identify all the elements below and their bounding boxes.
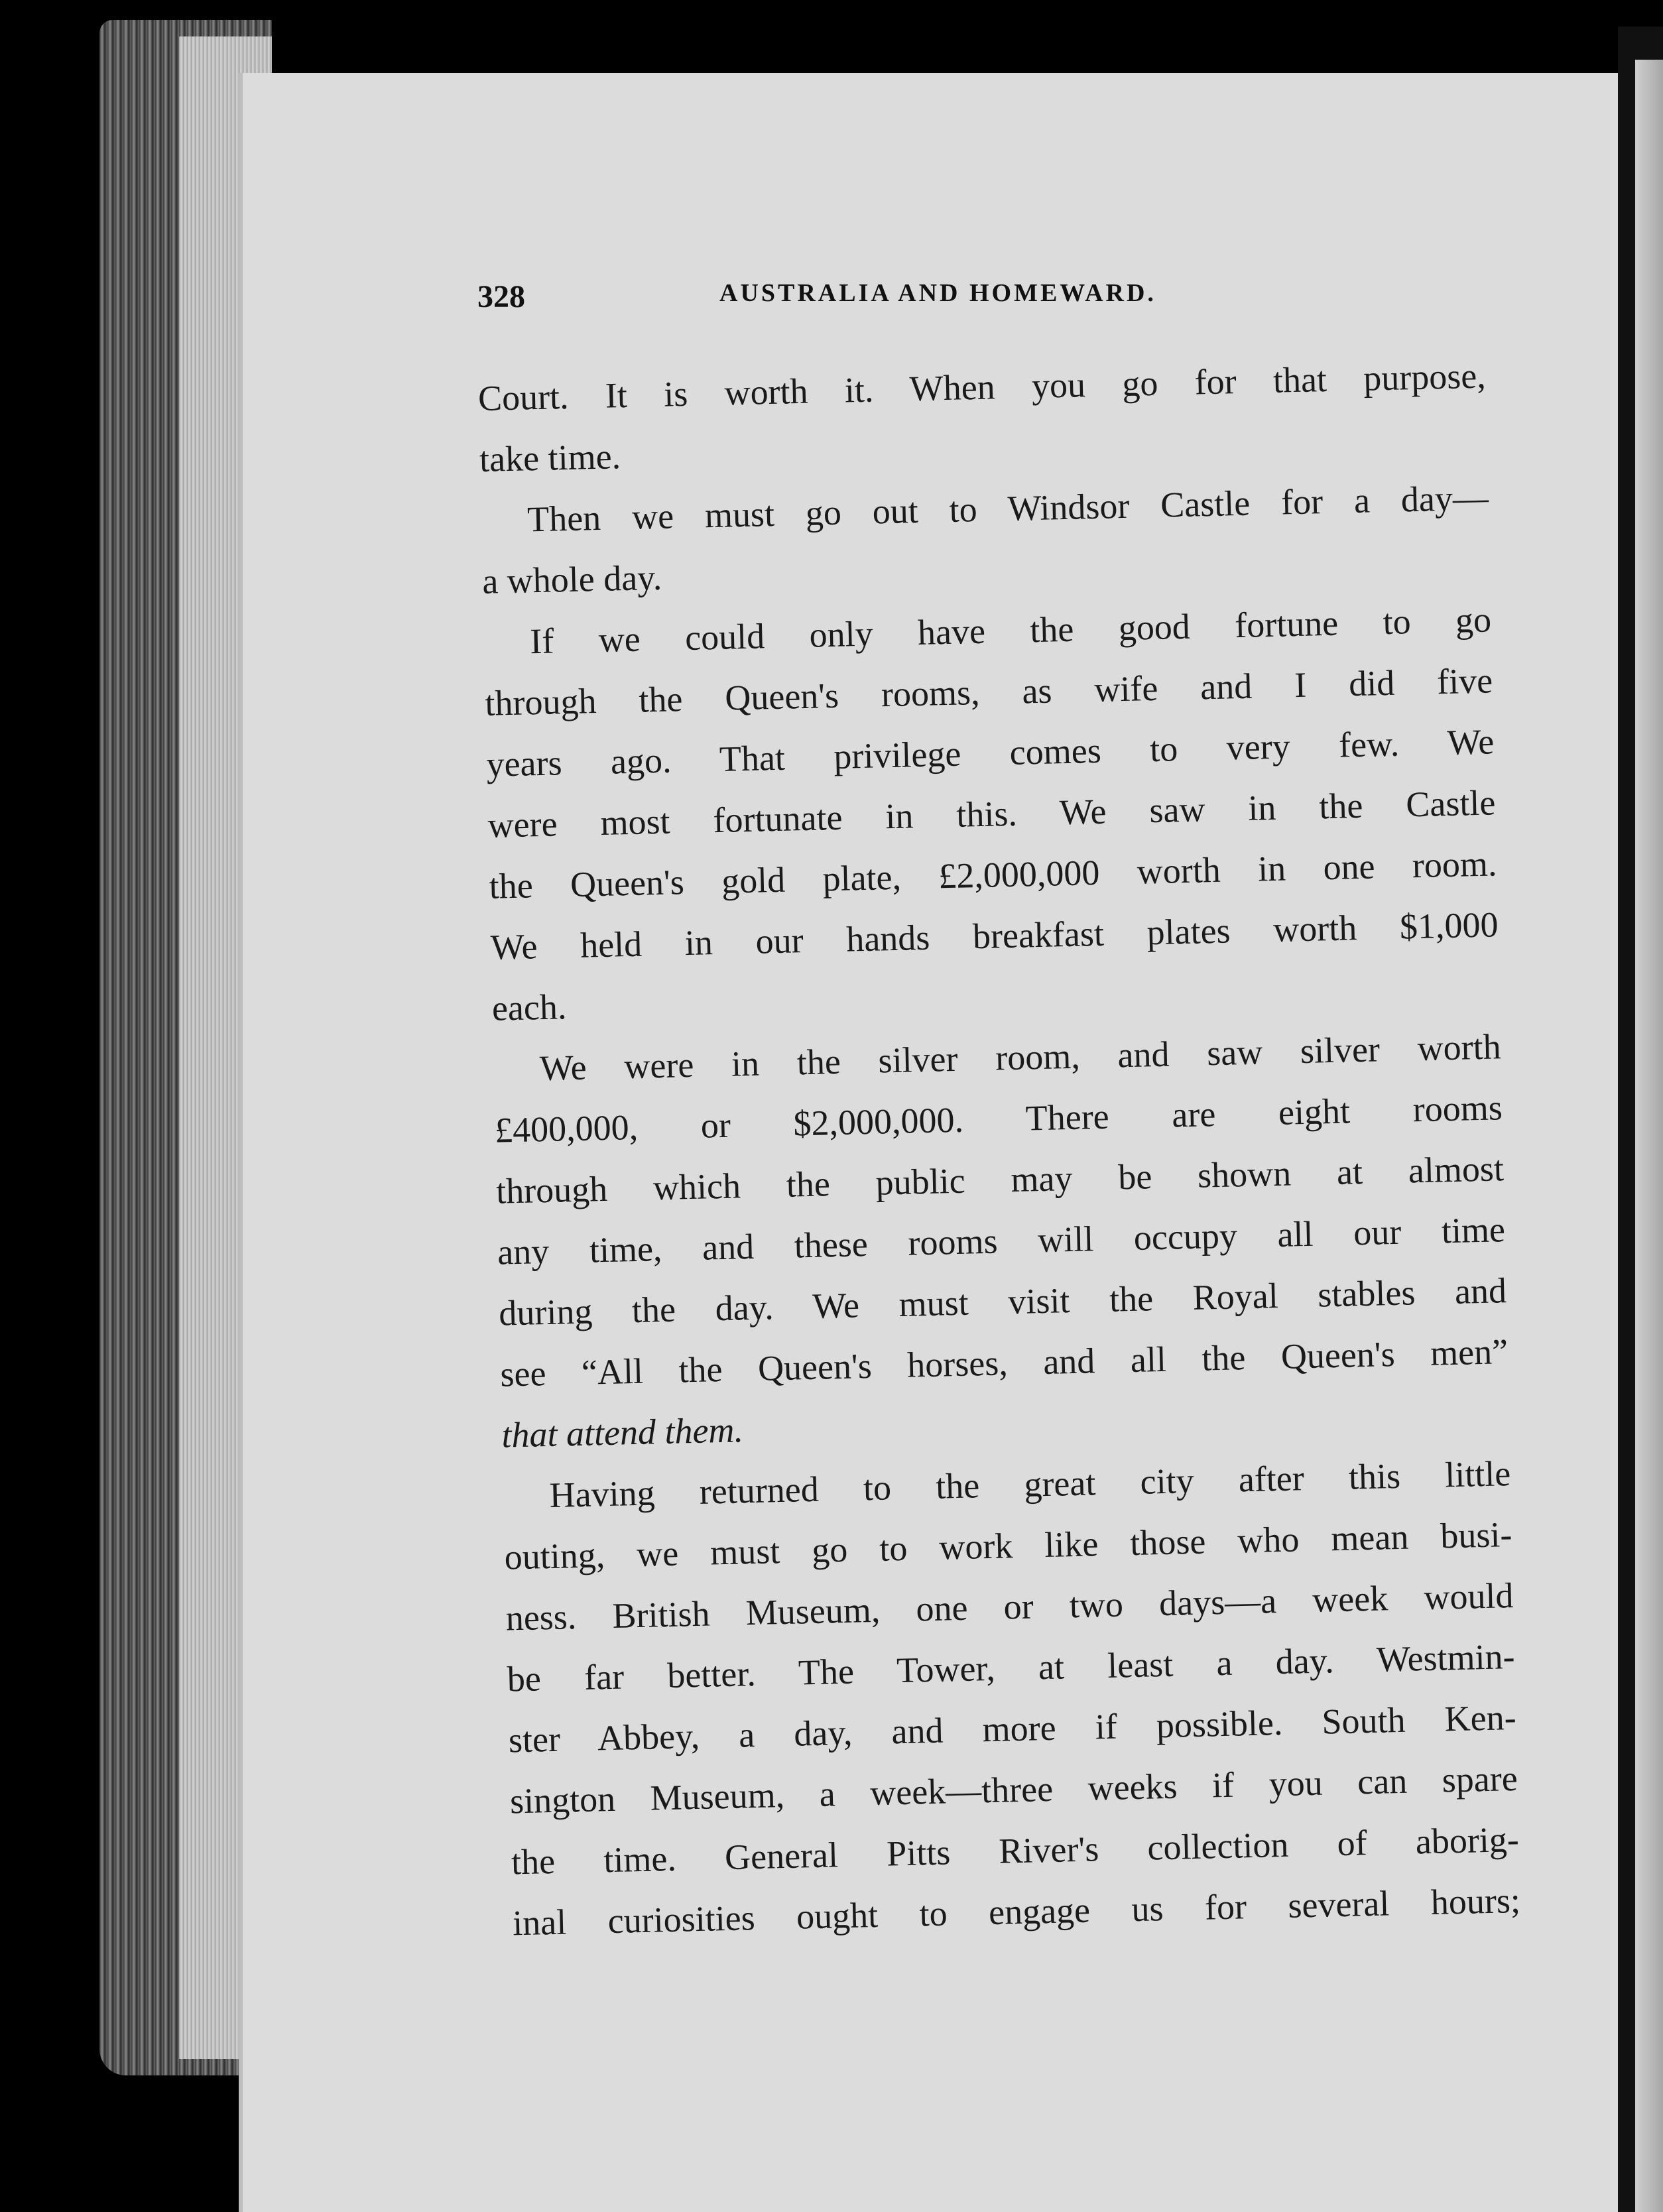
body-text xyxy=(477,345,1521,1954)
text-line: £400,000, or $2,000,000. There are eight rooms xyxy=(494,1087,1503,1150)
text-line: any time, and these rooms will occupy all our time xyxy=(497,1209,1506,1272)
text-line: the Queen's gold plate, £2,000,000 worth in one room. xyxy=(489,843,1498,906)
text-line: be far better. The Tower, at least a day. Westmin- xyxy=(507,1636,1516,1699)
text-line: outing, we must go to work like those who mean busi- xyxy=(504,1514,1512,1577)
text-line: a whole day. xyxy=(481,557,662,601)
text-line: We held in our hands breakfast plates worth $1,000 xyxy=(490,904,1499,967)
text-line: that attend them. xyxy=(501,1410,744,1455)
text-line: during the day. We must visit the Royal stables and xyxy=(498,1270,1507,1333)
text-line: the time. General Pitts River's collection of aborig- xyxy=(511,1819,1520,1882)
text-line: If we could only have the good fortune to go xyxy=(529,599,1492,662)
text-line: inal curiosities ought to engage us for several hours; xyxy=(512,1880,1521,1943)
text-line: through the Queen's rooms, as wife and I did five xyxy=(484,660,1493,723)
text-line: take time. xyxy=(479,436,621,479)
text-line: were most fortunate in this. We saw in the Castle xyxy=(487,782,1496,845)
text-line: through which the public may be shown at almost xyxy=(495,1148,1505,1211)
text-line: Having returned to the great city after this little xyxy=(548,1453,1511,1515)
text-line: Court. It is worth it. When you go for that purpose, xyxy=(477,355,1487,418)
text-line: ness. British Museum, one or two days—a week would xyxy=(505,1575,1514,1638)
text-line: sington Museum, a week—three weeks if you can spare xyxy=(509,1758,1518,1821)
text-line: see “All the Queen's horses, and all the Queen's men” xyxy=(499,1331,1509,1394)
text-line: years ago. That privilege comes to very few. We xyxy=(485,721,1495,784)
page-number: 328 xyxy=(477,279,525,314)
text-line: each. xyxy=(491,987,567,1028)
text-line: ster Abbey, a day, and more if possible. South Ken- xyxy=(508,1697,1517,1760)
running-title: AUSTRALIA AND HOMEWARD. xyxy=(719,279,1156,307)
text-line: We were in the silver room, and saw silver worth xyxy=(539,1026,1502,1089)
page-header xyxy=(477,278,1273,325)
facing-page-edge xyxy=(1635,60,1663,2212)
text-line: Then we must go out to Windsor Castle for a day— xyxy=(526,477,1489,540)
